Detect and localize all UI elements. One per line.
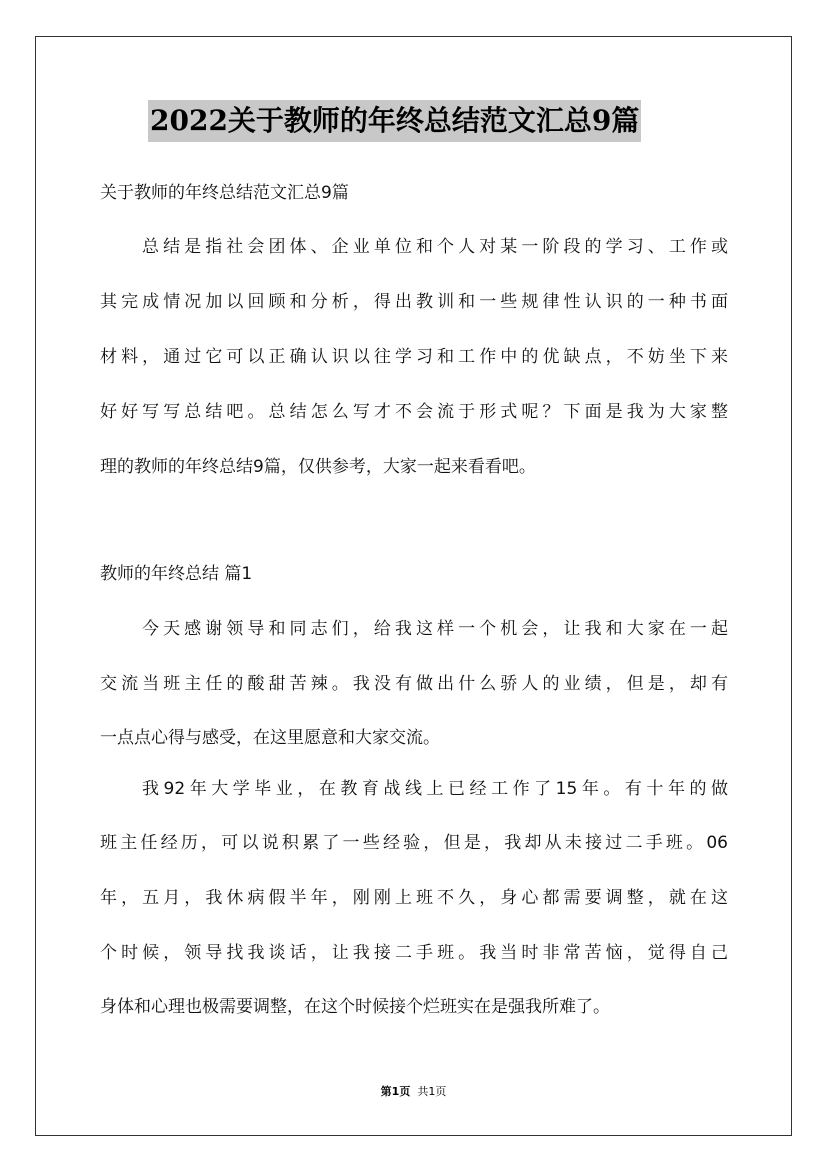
para1-line-3: 一点点心得与感受，在这里愿意和大家交流。 [100,728,440,748]
intro-line-4: 好好写写总结吧。总结怎么写才不会流于形式呢？下面是我为大家整 [100,402,728,422]
intro-line-3: 材料，通过它可以正确认识以往学习和工作中的优缺点，不妨坐下来 [100,347,728,367]
intro-line-1: 总结是指社会团体、企业单位和个人对某一阶段的学习、工作或 [142,237,728,257]
intro-line-2: 其完成情况加以回顾和分析，得出教训和一些规律性认识的一种书面 [100,292,728,312]
intro-line-5: 理的教师的年终总结9篇，仅供参考，大家一起来看看吧。 [100,457,536,477]
para2-line-3: 年，五月，我休病假半年，刚刚上班不久，身心都需要调整，就在这 [100,888,728,908]
para2-line-5: 身体和心理也极需要调整，在这个时候接个烂班实在是强我所难了。 [100,997,610,1017]
para1-line-1: 今天感谢领导和同志们，给我这样一个机会，让我和大家在一起 [142,619,728,639]
para1-line-2: 交流当班主任的酸甜苦辣。我没有做出什么骄人的业绩，但是，却有 [100,674,728,694]
page-number: 第1页 [380,1085,411,1098]
section-heading: 教师的年终总结 篇1 [100,564,253,584]
document-subtitle: 关于教师的年终总结范文汇总9篇 [100,183,349,203]
para2-line-4: 个时候，领导找我谈话，让我接二手班。我当时非常苦恼，觉得自己 [100,943,728,963]
page-total: 共1页 [417,1085,447,1098]
page-footer [0,1083,827,1099]
document-title: 2022关于教师的年终总结范文汇总9篇 [148,100,641,142]
para2-line-1: 我92年大学毕业，在教育战线上已经工作了15年。有十年的做 [142,779,728,799]
para2-line-2: 班主任经历，可以说积累了一些经验，但是，我却从未接过二手班。06 [100,833,728,853]
